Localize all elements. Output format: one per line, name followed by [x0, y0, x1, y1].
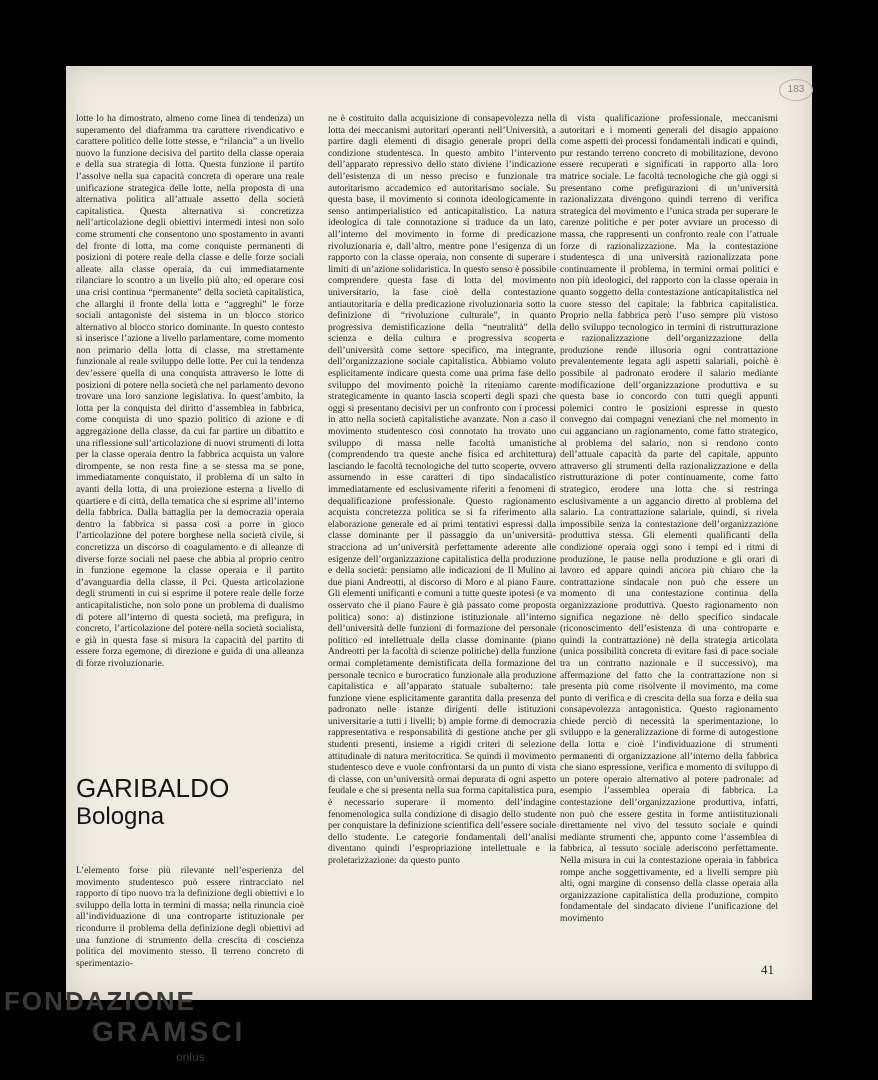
paragraph: ne è costituito dalla acquisizione di consapevolezza nella lotta dei meccanismi autoritari operanti nell’Università, a partire dagli elementi di disagio generale propri della condizione studentesca. In questo ambito l’intervento dell’apparato repressivo dello stato diviene l’indicazione dell’esistenza di un nesso preciso e funzionale tra autoritarismo accademico ed autoritarismo sociale. Su questa base, il movimento si connota ideologicamente in senso antimperialistico ed anticapitalistico. La natura ideologica di tale connotazione si traduce da un lato, all’interno del movimento in forme di predicazione rivoluzionaria e, dall’altro, mentre pone l’esigenza di un rapporto con la classe operaia, non consente di superare i limiti di un’azione solidaristica. In questo senso è possibile comprendere questa fase di lotta del movimento universitario, la fase cioè della contestazione antiautoritaria e della predicazione rivoluzionaria sotto la definizione di “rivoluzione culturale”, in quanto progressiva demistificazione della “neutralità” della scienza e della cultura e progressiva scoperta dell’università come settore specifico, ma integrante, dell’organizzazione sociale capitalistica. Abbiamo voluto esplicitamente indicare questa come una prima fase dello sviluppo del movimento poichè la riteniamo carente strategicamente in quanto lascia scoperti degli spazi che oggi si presentano decisivi per un confronto con i processi in atto nella società capitalistiche avanzate. Non a caso il movimento studentesco così connotato ha trovato uno sviluppo di massa nelle facoltà umanistiche (comprendendo tra queste anche fisica ed architettura) lasciando le facoltà tecnologiche del tutto scoperte, ovvero assumendo in esse caratteri di tipo sindacalistico immediatamente ed esclusivamente riferiti a fenomeni di dequalificazione professionale. Questo ragionamento acquista concretezza politica se si fa riferimento alla elaborazione generale ed ai primi tentativi espressi dalla classe dominante per il passaggio da un’università-stracciona ad un’università perfettamente aderente alle esigenze dell’organizzazione capitalistica della produzione e della società: pensiamo alle indicazioni de Il Mulino ai due piani Andreotti, al discorso di Moro e al piano Faure. Gli elementi unificanti e comuni a tutte queste ipotesi (e va osservato che il piano Faure è già passato come proposta politica) sono: a) distinzione istituzionale all’interno dell’università delle funzioni di formazione del personale politico ed intellettuale della classe dominante (piano Andreotti per la facoltà di scienze politiche) della funzione ormai completamente demistificata della formazione del personale tecnico e burocratico funzionale alla produzione capitalistica e all’apparato statuale subalterno: tale funzione viene esplicitamente garantita dalla presenza del padronato nelle istanze dirigenti delle istituzioni universitarie a tutti i livelli; b) ampie forme di democrazia rappresentativa e responsabilità di gestione anche per gli studenti presenti, insieme a rigidi criteri di selezione attitudinale di natura meritocritica. Se quindi il movimento studentesco deve e vuole confrontarsi da un punto di vista di classe, con un’università ormai depurata di ogni aspetto feudale e che si presenta nella sua forma capitalistica pura, è necessario superare il momento dell’indagine fenomenologica sulla condizione di disagio dello studente per conquistare la definizione scientifica dell’essere sociale dello studente. Le categorie fondamentali dell’analisi diventano quindi l’espropriazione intellettuale e la proletarizzazione: da questo punto	[328, 113, 556, 866]
heading-title: GARIBALDO	[76, 773, 230, 803]
watermark-line2: GRAMSCI	[92, 1016, 246, 1047]
column-left-text	[76, 113, 304, 739]
column-right	[560, 113, 778, 945]
column-left	[76, 113, 304, 1003]
watermark-line3: onlus	[176, 1050, 205, 1064]
watermark-line1: FONDAZIONE	[4, 986, 196, 1016]
page	[66, 66, 812, 1000]
section-heading	[76, 773, 304, 831]
paragraph: L’elemento forse più rilevante nell’esperienza del movimento studentesco può essere rintracciato nel rapporto di tipo nuovo tra la definizione degli obiettivi e lo sviluppo della lotta in termini di massa; nella rinuncia cioè all’individuazione di una controparte istituzionale per ricondurre il problema della definizione degli obiettivi ad una funzione di strumento della crescita di coscienza politica del movimento stesso. Il terreno concreto di sperimentazio-	[76, 865, 304, 969]
heading-subtitle: Bologna	[76, 803, 165, 830]
page-number: 41	[761, 962, 774, 977]
paragraph: di vista qualificazione professionale, meccanismi autoritari e i momenti generali del disagio appaiono come aspetti dei processi fondamentali indicati e quindi, pur restando terreno concreto di mobilitazione, devono essere recuperati e significati in rapporto alla loro matrice sociale. Le facoltà tecnologiche che già oggi si presentano come prefigurazioni di un’università razionalizzata divengono quindi terreno di verifica strategica del movimento e l’unica strada per superare le carenze politiche e per poter avviare un processo di massa, che rappresenti un confronto reale con l’attuale forze di razionalizzazione. Ma la contestazione studentesca di una università razionalizzata pone continuamente il problema, in termini ormai politici e non più ideologici, del rapporto con la classe operaia in quanto soggetto della contestazione anticapitalistica nel cuore stesso del capitale: la fabbrica capitalistica. Proprio nella fabbrica però l’uso sempre più vistoso dello sviluppo tecnologico in termini di ristrutturazione e razionalizzazione dell’organizzazione della produzione rende illusoria ogni contrattazione prevalentemente legata agli aspetti salariali, poichè è possibile al padronato erodere il salario mediante modificazione dell’organizzazione produttiva e su questa base io concordo con tutti quegli appunti polemici contro le posizioni espresse in questo convegno dai compagni veneziani che nel momento in cui agganciano un ragionamento, come fatto strategico, al problema del salario, non si rendono conto dell’attuale capacità da parte del capitale, appunto attraverso gli strumenti della razionalizzazione e della ristrutturazione di poter continuamente, come fatto strategico, erodere una lotta che si restringa esclusivamente a un aggancio diretto al problema del salario. La contrattazione salariale, quindi, si rivela impossibile senza la contestazione dell’organizzazione produttiva stessa. Gli elementi qualificanti della condizione operaia oggi sono i tempi ed i ritmi di produzione, le pause nella produzione e gli orari di lavoro ed appare quindi ancora più chiaro che la contrattazione sindacale non può che essere un momento di una contestazione continua della organizzazione produttiva. Questo ragionamento non significa negazione nè dello specifico sindacale (riconoscimento dell’esistenza di una controparte e quindi la contrattazione) nè della strategia articolata (unica possibilità concreta di evitare fasi di pace sociale tra un contratto nazionale e il successivo), ma affermazione del fatto che la contrattazione non si presenta più come risolvente il movimento, ma come punto di verifica e di crescita della sua forza e della sua consapevolezza antagonistica. Questo ragionamento chiede perciò di necessità la sperimentazione, lo sviluppo e la generalizzazione di forme di autogestione della lotta e cioè l’individuazione di strumenti permanenti di organizzazione all’interno della fabbrica che siano espressione, verifica e momento di sviluppo di un potere operaio alternativo al potere padronale: ad esempio l’assemblea operaia di fabbrica. La contestazione dell’organizzazione produttiva, infatti, non può che essere gestita in forme antiistituzionali direttamente nel vivo del tessuto sociale e quindi mediante strumenti che, appunto come l’assemblea di fabbrica, al tessuto sociale aderiscono perfettamente. Nella misura in cui la contestazione operaia in fabbrica rompe anche soggettivamente, ed a livelli sempre più alti, ogni margine di consenso della classe operaia alla organizzazione capitalistica della produzione, compito fondamentale del sindacato diviene l’unificazione del movimento	[560, 113, 778, 924]
handwritten-page-annotation: 183	[779, 79, 813, 101]
column-middle	[328, 113, 556, 983]
paragraph: lotte lo ha dimostrato, almeno come linea di tendenza) un superamento del diaframma tra carattere rivendicativo e carattere politico delle lotte stesse, e “rilancia” a un livello nuovo la funzione decisiva del partito della classe operaia e della sua strategia di lotta. Questa funzione il partito l’assolve nella sua capacità concreta di operare una reale unificazione strategica delle lotte, nella proposta di una alternativa politica all’attuale assetto della società capitalistica. Questa alternativa si concretizza nell’articolazione degli obiettivi intermedi intesi non solo come strumenti che consentono uno spostamento in avanti del fronte di lotta, ma come conquiste permanenti di posizioni di potere reale della classe e delle forze sociali alleate alla classe operaia, da cui immediatamente rilanciare lo scontro a un livello più alto, ed operare così una crisi continua “permanente” della società capitalistica, che allarghi il fronte della lotta e “aggreghi” le forze sociali antagoniste del sistema in un blocco storico alternativo al blocco storico dominante. In questo contesto si inserisce l’azione a livello parlamentare, come momento non primario della lotta di classe, ma strettamente funzionale al reale sviluppo delle lotte. Per cui la tendenza dev’essere quella di una conquista attraverso le lotte di posizioni di potere nella società che nel parlamento devono trovare una loro sanzione legislativa. In quest’ambito, la lotta per la conquista del diritto d’assemblea in fabbrica, come conquista di uno spazio politico di azione e di aggregazione della classe, da cui far partire un dibattito e una riflessione sull’articolazione di nuovi strumenti di lotta per la classe operaia dentro la fabbrica acquista un valore dirompente, se non resta fine a se stessa ma se pone, immediatamente conquistato, il problema di un salto in avanti della lotta, di una proiezione esterna a livello di quartiere e di città, della tematica che si esprime all’interno della fabbrica. Dalla battaglia per la democrazia operaia dentro la fabbrica si passa così a porre in gioco l’articolazione del potere borghese nella società civile, si concretizza un discorso di coagulamento e di alleanze di diverse forze sociali nel paese che abbia al proprio centro in funzione egemone la classe operaia e il partito d’avanguardia della classe, il Pci. Questa articolazione degli strumenti in cui si esprime il potere reale delle forze anticapitalistiche, non solo pone un problema di dualismo di potere all’interno di questa società, ma prefigura, in concreto, l’articolazione del potere nella società socialista, e già in questa fase si misura la capacità del partito di essere forza egemone, di direzione e guida di una alleanza di forze rivoluzionarie.	[76, 113, 304, 669]
